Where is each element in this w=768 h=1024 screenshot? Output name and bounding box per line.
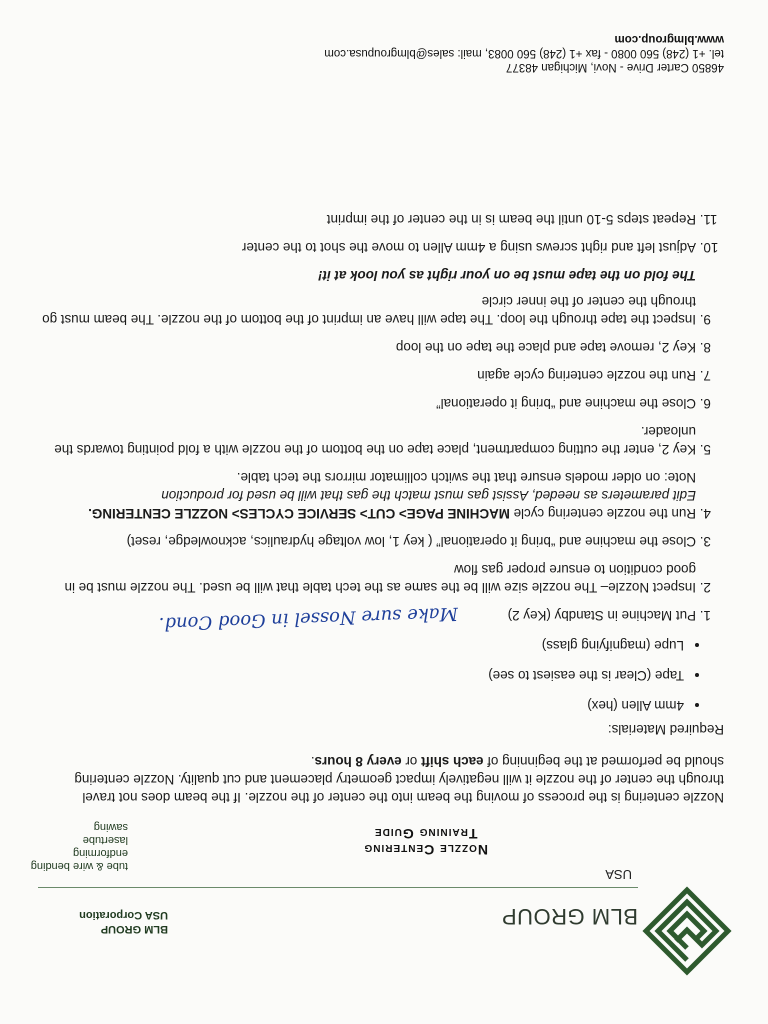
- corp-name: BLM GROUP: [100, 923, 168, 935]
- step-1: 1. Put Machine in Standby (Key 2): [34, 606, 696, 624]
- list-item: • Lupe (magnifying glass): [34, 636, 684, 654]
- business-line: tube & wire bending: [30, 860, 128, 872]
- business-line: sawing: [93, 821, 128, 833]
- step-9-text: Inspect the tape through the loop. The tape will have an imprint of the bottom of the nozzle. The beam must go through the center of the inner circle: [42, 294, 696, 327]
- list-item: • 4mm Allen (hex): [34, 696, 684, 714]
- step-9-fold-warning: The fold on the tape must be on your right as you look at it!: [318, 268, 696, 283]
- intro-emphasis-hours: every 8 hours: [314, 754, 402, 769]
- corp-subtitle: USA Corporation: [79, 909, 168, 921]
- step-11: 11. Repeat steps 5-10 until the beam is in the center of the imprint: [34, 210, 696, 228]
- footer-website: www.blmgroup.com: [614, 33, 724, 45]
- footer-contact: [324, 32, 724, 74]
- step-4: [34, 468, 696, 522]
- intro-text: Nozzle centering is the process of moving the beam into the center of the nozzle. If the beam does not travel through the center of the nozzle it will negatively impact geometry placement and cut quality. Nozzle centering should be performed at the beginning of: [74, 754, 724, 805]
- list-item: • Tape (Clear is the easiest to see): [34, 666, 684, 684]
- step-9: [34, 266, 696, 328]
- intro-text-or: or: [401, 754, 422, 769]
- step-6: 6. Close the machine and “bring it operational”: [34, 394, 696, 412]
- intro-text-end: .: [310, 754, 315, 769]
- document-title: [363, 826, 488, 858]
- required-materials-label: Required Materials:: [607, 722, 724, 737]
- title-line-2: Training Guide: [374, 826, 478, 842]
- step-4-menu-path: MACHINE PAGE> CUT> SERVICE CYCLES> NOZZLE CENTERING.: [88, 506, 510, 521]
- brand-name: BLM GROUP: [501, 904, 638, 929]
- title-line-1: Nozzle Centering: [363, 842, 488, 858]
- step-7: 7. Run the nozzle centering cycle again: [34, 366, 696, 384]
- footer-address: 46850 Carter Drive - Novi, Michigan 48377: [506, 61, 724, 73]
- materials-list: [34, 636, 724, 714]
- brand-country: USA: [605, 867, 632, 882]
- business-lines: [31, 820, 128, 872]
- handwritten-annotation: Make sure Nossel in Good Cond.: [158, 602, 459, 635]
- header-divider: [38, 887, 638, 888]
- step-3: 3. Close the machine and “bring it operational” ( key 1, low voltage hydraulics, acknowledge, reset): [34, 532, 696, 550]
- footer-contact-line: tel. +1 (248) 560 0080 - fax +1 (248) 560 0083, mail: sales@blmgroupusa.com: [324, 47, 724, 59]
- intro-emphasis-shift: each shift: [421, 754, 484, 769]
- intro-paragraph: [34, 752, 724, 806]
- step-10: 10. Adjust left and right screws using a 4mm Allen to move the shot to the center: [34, 238, 696, 256]
- step-2: 2. Inspect Nozzle– The nozzle size will be the same as the tech table that will be used. The nozzle must be in good condition to ensure proper gas flow: [34, 560, 696, 596]
- blm-logo-icon: [642, 886, 732, 976]
- step-4-older-models-note: Note: on older models ensure that the switch collimator mirrors the tech table.: [236, 470, 696, 485]
- business-line: endforming: [72, 847, 128, 859]
- corporation-block: [28, 908, 168, 936]
- procedure-steps: [34, 210, 724, 624]
- step-4-parameters-note: Edit parameters as needed, Assist gas must match the gas that will be used for production: [161, 488, 696, 503]
- step-5: 5. Key 2, enter the cutting compartment, place tape on the bottom of the nozzle with a fold pointing towards the unloader.: [34, 422, 696, 458]
- document-body: [34, 200, 724, 806]
- business-line: lasertube: [82, 834, 128, 846]
- step-8: 8. Key 2, remove tape and place the tape on the loop: [34, 338, 696, 356]
- step-4-text: Run the nozzle centering cycle: [509, 506, 696, 521]
